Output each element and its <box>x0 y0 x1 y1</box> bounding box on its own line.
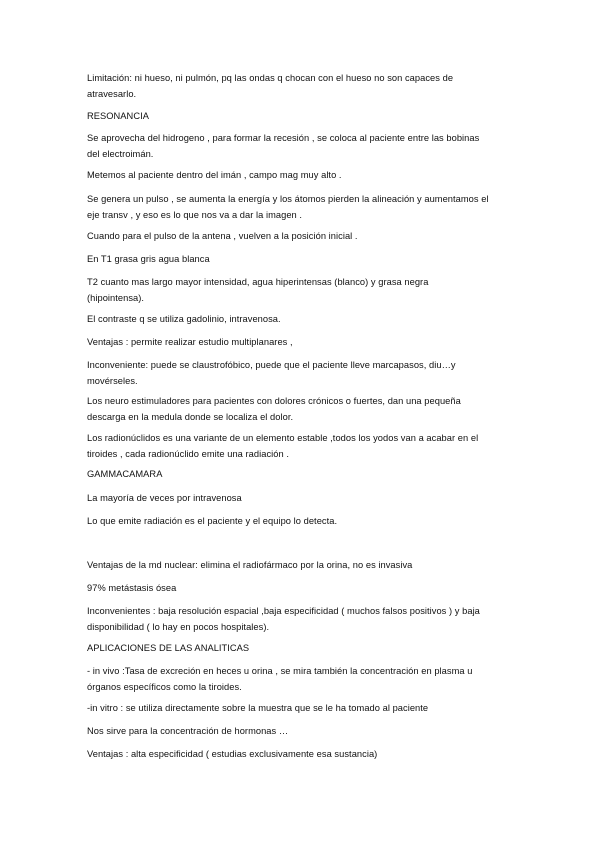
text-line: Cuando para el pulso de la antena , vuelven a la posición inicial . <box>87 231 358 241</box>
text-line: Inconvenientes : baja resolución espacial ,baja especificidad ( muchos falsos positivos ) y baja <box>87 606 480 616</box>
text-line: En T1 grasa gris agua blanca <box>87 254 210 264</box>
text-line: Ventajas : alta especificidad ( estudias exclusivamente esa sustancia) <box>87 749 378 759</box>
paragraph-inconveniente <box>87 357 517 389</box>
paragraph-intravenosa <box>87 490 517 506</box>
paragraph-inconvenientes <box>87 603 517 635</box>
paragraph-ventajas-analiticas <box>87 746 517 762</box>
text-line: Metemos al paciente dentro del imán , campo mag muy alto . <box>87 170 342 180</box>
section-heading: APLICACIONES DE LAS ANALITICAS <box>87 643 250 653</box>
paragraph-ventajas-resonancia <box>87 334 517 350</box>
paragraph-neuroestimuladores <box>87 393 517 425</box>
section-heading: GAMMACAMARA <box>87 469 163 479</box>
text-line: atravesarlo. <box>87 89 137 99</box>
text-line: Se aprovecha del hidrogeno , para formar la recesión , se coloca al paciente entre las bobinas <box>87 133 480 143</box>
text-line: tiroides , cada radionúclido emite una radiación . <box>87 449 289 459</box>
text-line: Ventajas : permite realizar estudio multiplanares , <box>87 337 293 347</box>
paragraph-metastasis <box>87 580 517 596</box>
text-line: 97% metástasis ósea <box>87 583 177 593</box>
heading-resonancia <box>87 108 517 124</box>
paragraph-t2 <box>87 274 517 306</box>
text-line: Los radionúclidos es una variante de un elemento estable ,todos los yodos van a acabar en el <box>87 433 479 443</box>
text-line: El contraste q se utiliza gadolinio, intravenosa. <box>87 314 281 324</box>
text-line: disponibilidad ( lo hay en pocos hospitales). <box>87 622 270 632</box>
text-line: -in vitro : se utiliza directamente sobre la muestra que se le ha tomado al paciente <box>87 703 429 713</box>
text-line: (hipointensa). <box>87 293 145 303</box>
paragraph-hidrogeno <box>87 130 517 162</box>
paragraph-radionuclidos <box>87 430 517 462</box>
paragraph-antena <box>87 228 517 244</box>
text-line: - in vivo :Tasa de excreción en heces u orina , se mira también la concentración en plasma u <box>87 666 473 676</box>
section-heading: RESONANCIA <box>87 111 149 121</box>
text-line: órganos específicos como la tiroides. <box>87 682 242 692</box>
text-line: T2 cuanto mas largo mayor intensidad, agua hiperintensas (blanco) y grasa negra <box>87 277 429 287</box>
text-line: Limitación: ni hueso, ni pulmón, pq las ondas q chocan con el hueso no son capaces de <box>87 73 454 83</box>
text-line: Ventajas de la md nuclear: elimina el radiofármaco por la orina, no es invasiva <box>87 560 413 570</box>
text-line: La mayoría de veces por intravenosa <box>87 493 242 503</box>
paragraph-limitacion <box>87 70 517 102</box>
text-line: movérseles. <box>87 376 138 386</box>
text-line: Inconveniente: puede se claustrofóbico, puede que el paciente lleve marcapasos, diu…y <box>87 360 456 370</box>
text-line: eje transv , y eso es lo que nos va a dar la imagen . <box>87 210 303 220</box>
text-line: del electroimán. <box>87 149 154 159</box>
paragraph-pulso <box>87 191 517 223</box>
paragraph-in-vitro <box>87 700 517 716</box>
heading-gammacamara <box>87 466 517 482</box>
text-line: Se genera un pulso , se aumenta la energía y los átomos pierden la alineación y aumentamos el <box>87 194 489 204</box>
text-line: Lo que emite radiación es el paciente y el equipo lo detecta. <box>87 516 338 526</box>
paragraph-emite-radiacion <box>87 513 517 529</box>
text-line: descarga en la medula donde se localiza el dolor. <box>87 412 294 422</box>
paragraph-contraste <box>87 311 517 327</box>
text-line: Nos sirve para la concentración de hormonas … <box>87 726 289 736</box>
text-line: Los neuro estimuladores para pacientes con dolores crónicos o fuertes, dan una pequeña <box>87 396 461 406</box>
paragraph-ventajas-nuclear <box>87 557 517 573</box>
heading-aplicaciones <box>87 640 517 656</box>
paragraph-in-vivo <box>87 663 517 695</box>
paragraph-metemos <box>87 167 517 183</box>
paragraph-hormonas <box>87 723 517 739</box>
paragraph-t1 <box>87 251 517 267</box>
